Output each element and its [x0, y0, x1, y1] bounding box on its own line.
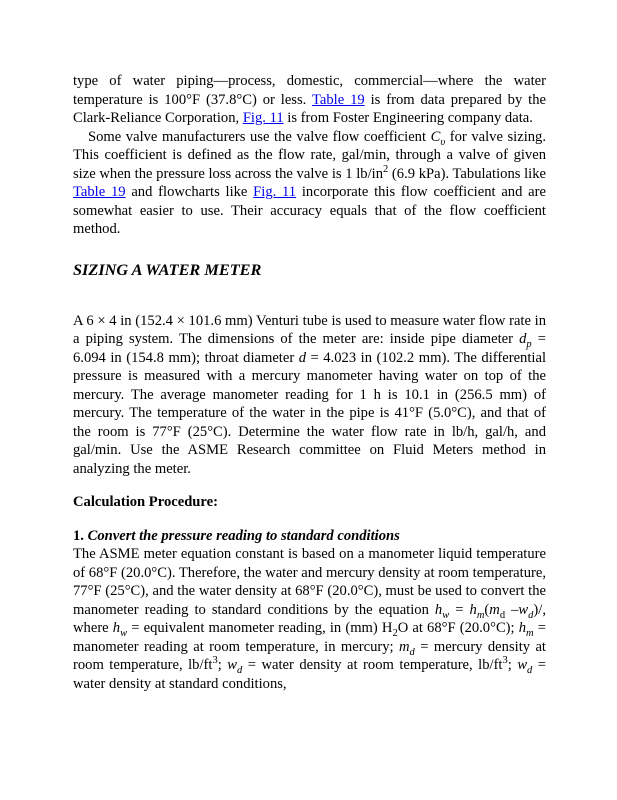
table-19-link-2[interactable]: Table 19	[73, 184, 126, 200]
fig-11-link-2[interactable]: Fig. 11	[253, 184, 297, 200]
section-heading: SIZING A WATER METER	[73, 259, 262, 279]
intro-paragraph: type of water piping—process, domestic, commercial—where the water temperature is 100°F (37.8°C) or less. Table 19 is from data prepared by the Clark-Reliance Corporation, Fig. 11 is from Foster Engineering company data.	[73, 73, 546, 126]
calculation-procedure-heading: Calculation Procedure:	[73, 494, 218, 510]
document-page	[73, 72, 546, 693]
cv-symbol: $C_\upsilon$	[430, 128, 446, 148]
fig-11-link[interactable]: Fig. 11	[242, 110, 284, 126]
step-1-title: 1. Convert the pressure reading to standard conditions	[73, 527, 400, 544]
problem-statement: A 6 × 4 in (152.4 × 101.6 mm) Venturi tube is used to measure water flow rate in a piping system. The dimensions of the meter are: inside pipe diameter $d_p = 6.094$ in (154.8 mm); throat diameter d = 4.023 in (102.2 mm). The differential pressure is measured with a mercury manometer having water on top of the mercury. The average manometer reading for 1 h is 10.1 in (256.5 mm) of mercury. The temperature of the water in the pipe is 41°F (5.0°C), and that of the room is 77°F (25°C). Determine the water flow rate in lb/h, gal/h, and gal/min. Use the ASME Research committee on Fluid Meters method in analyzing the meter.	[73, 312, 546, 477]
valve-coefficient-paragraph: Some valve manufacturers use the valve flow coefficient $C_\upsilon$ for valve sizing. This coefficient is defined as the flow rate, gal/min, through a valve of given size when the pressure loss across the valve is 1 $lb/in^2$ (6.9 kPa). Tabulations like Table 19 and flowcharts like Fig. 11 incorporate this flow coefficient and are somewhat easier to use. Their accuracy equals that of the flow coefficient method.	[73, 128, 546, 237]
step-1-body: The ASME meter equation constant is based on a manometer liquid temperature of 68°F (20.0°C). Therefore, the water and mercury density at room temperature, 77°F (25°C), and the water density at 68°F (20.0°C), must be used to convert the manometer reading to standard conditions by the equation $h_w = h_m(m_d$ $-w_d)/$, where $h_w$ = equivalent manometer reading, in (mm) $H_2O$ at 68°F (20.0°C); $h_m$ = manometer reading at room temperature, in mercury; $m_d$ = mercury density at room temperature, $lb/ft^3$; $w_d$ = water density at room temperature, $lb/ft^3$; $w_d$ = water density at standard conditions,	[73, 546, 547, 692]
table-19-link[interactable]: Table 19	[311, 91, 365, 108]
